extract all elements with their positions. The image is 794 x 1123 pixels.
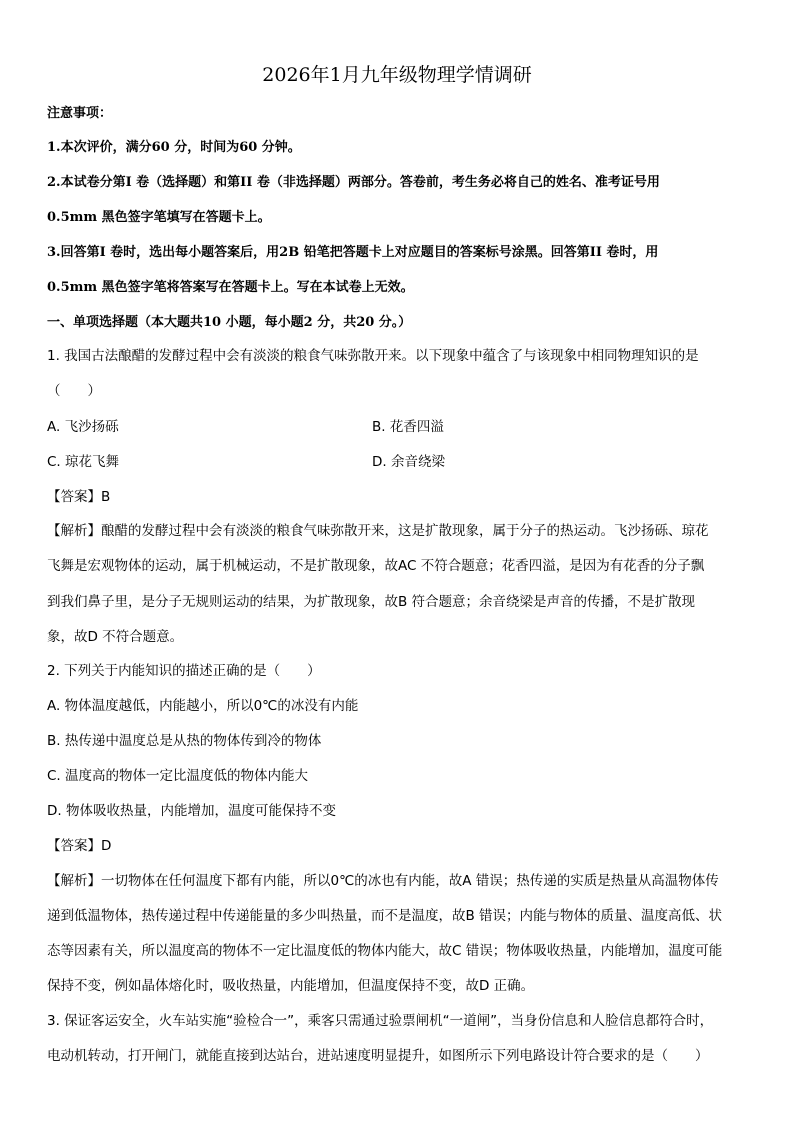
q2-stem: 2. 下列关于内能知识的描述正确的是（ ） <box>47 663 321 679</box>
section-heading: 一、单项选择题（本大题共10 小题，每小题2 分，共20 分。） <box>47 315 412 330</box>
notice-item-3-line-1: 3.回答第I 卷时，选出每小题答案后，用2B 铅笔把答题卡上对应题目的答案标号涂黑。回答第II 卷时，用 <box>47 245 659 260</box>
exam-title: 2026年1月九年级物理学情调研 <box>262 64 532 86</box>
q1-option-c: C. 琼花飞舞 <box>47 454 120 470</box>
q2-analysis-line-4: 保持不变，例如晶体熔化时，吸收热量，内能增加，但温度保持不变，故D 正确。 <box>47 978 535 994</box>
q1-option-b: B. 花香四溢 <box>372 419 444 435</box>
q2-analysis-line-2: 递到低温物体，热传递过程中传递能量的多少叫热量，而不是温度，故B 错误；内能与物体的质量、温度高低、状 <box>47 908 723 924</box>
q1-option-a: A. 飞沙扬砾 <box>47 419 119 435</box>
q1-analysis-line-4: 象，故D 不符合题意。 <box>47 629 184 645</box>
notice-item-3-line-2: 0.5mm 黑色签字笔将答案写在答题卡上。写在本试卷上无效。 <box>47 280 414 295</box>
q2-option-c: C. 温度高的物体一定比温度低的物体内能大 <box>47 768 309 784</box>
q1-option-d: D. 余音绕梁 <box>372 454 445 470</box>
q3-stem-line-2: 电动机转动，打开闸门，就能直接到达站台，进站速度明显提升，如图所示下列电路设计符合要求的是（ ） <box>47 1048 709 1064</box>
q1-stem-line-2: （ ） <box>47 383 101 399</box>
q2-option-d: D. 物体吸收热量，内能增加，温度可能保持不变 <box>47 803 336 819</box>
q2-option-a: A. 物体温度越低，内能越小，所以0℃的冰没有内能 <box>47 698 359 714</box>
q2-analysis-line-3: 态等因素有关，所以温度高的物体不一定比温度低的物体内能大，故C 错误；物体吸收热量，内能增加，温度可能 <box>47 943 723 959</box>
q1-analysis-line-1: 【解析】酿醋的发酵过程中会有淡淡的粮食气味弥散开来，这是扩散现象，属于分子的热运动。飞沙扬砾、琼花 <box>47 523 709 539</box>
q1-analysis-line-2: 飞舞是宏观物体的运动，属于机械运动，不是扩散现象，故AC 不符合题意；花香四溢，是因为有花香的分子飘 <box>47 558 705 574</box>
notice-item-1: 1.本次评价，满分60 分，时间为60 分钟。 <box>47 140 301 155</box>
q2-answer: 【答案】D <box>47 838 112 854</box>
q1-answer: 【答案】B <box>47 489 111 505</box>
q1-stem-line-1: 1. 我国古法酿醋的发酵过程中会有淡淡的粮食气味弥散开来。以下现象中蕴含了与该现象中相同物理知识的是 <box>47 348 699 364</box>
q1-analysis-line-3: 到我们鼻子里，是分子无规则运动的结果，为扩散现象，故B 符合题意；余音绕梁是声音的传播，不是扩散现 <box>47 594 696 610</box>
notice-item-2-line-2: 0.5mm 黑色签字笔填写在答题卡上。 <box>47 210 271 225</box>
q3-stem-line-1: 3. 保证客运安全，火车站实施“验检合一”，乘客只需通过验票闸机“一道闸”，当身份信息和人脸信息都符合时， <box>47 1013 714 1029</box>
q2-analysis-line-1: 【解析】一切物体在任何温度下都有内能，所以0℃的冰也有内能，故A 错误；热传递的实质是热量从高温物体传 <box>47 873 719 889</box>
q2-option-b: B. 热传递中温度总是从热的物体传到冷的物体 <box>47 733 322 749</box>
notice-heading: 注意事项： <box>47 106 113 121</box>
notice-item-2-line-1: 2.本试卷分第I 卷（选择题）和第II 卷（非选择题）两部分。答卷前，考生务必将自己的姓名、准考证号用 <box>47 175 660 190</box>
